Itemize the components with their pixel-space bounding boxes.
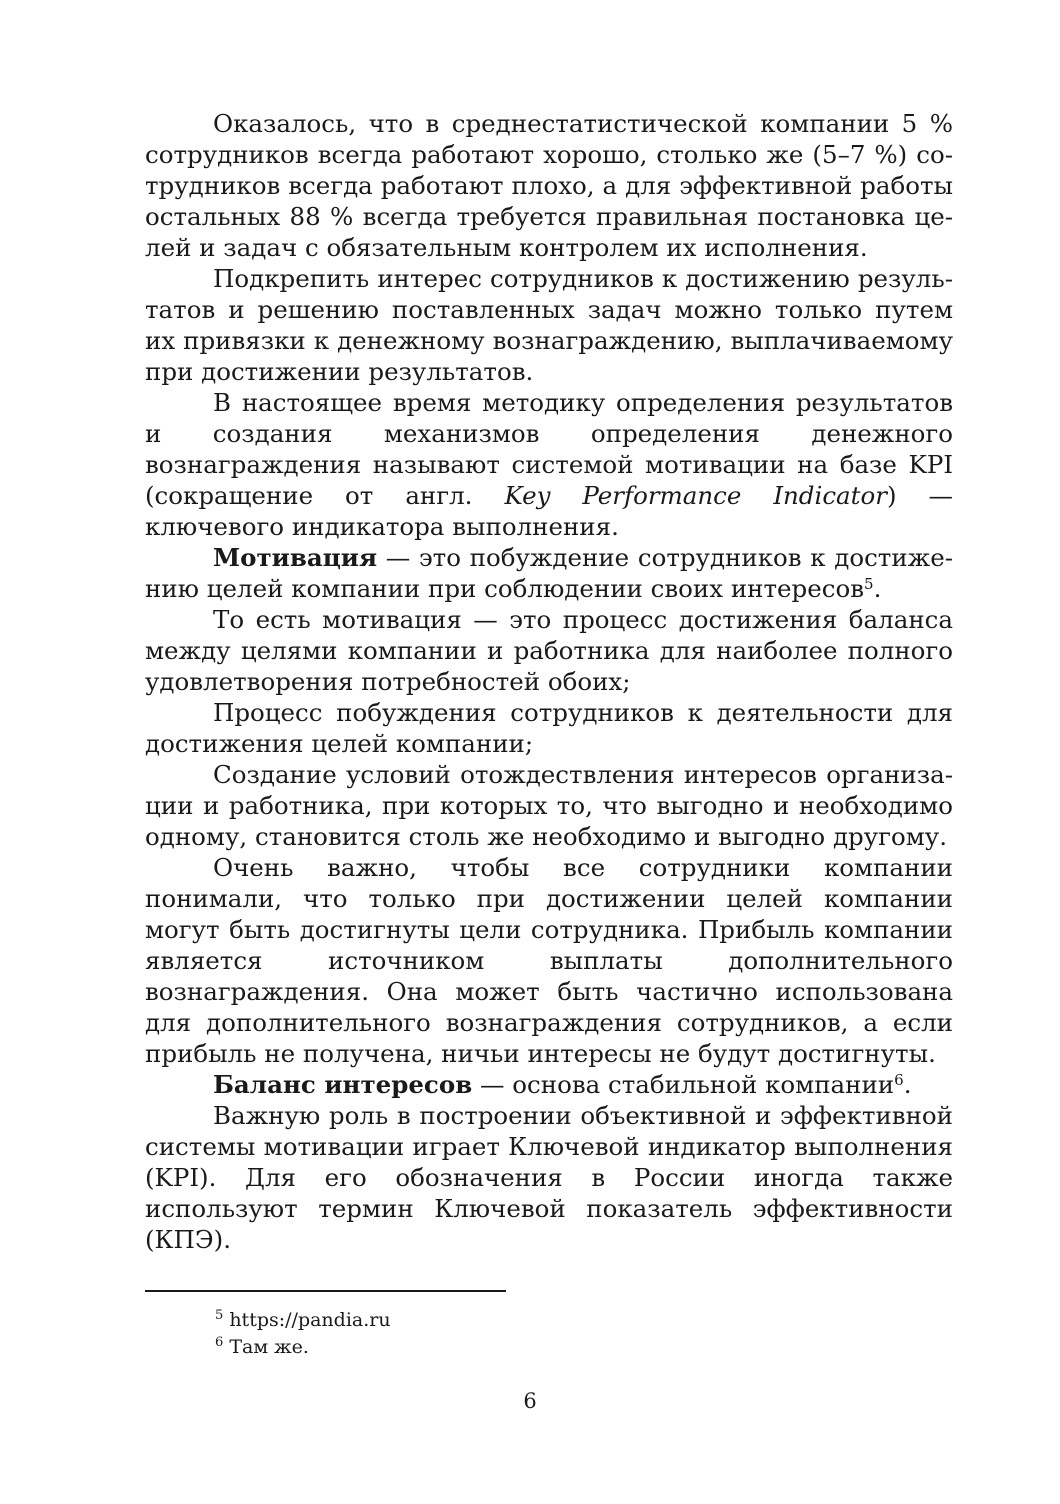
balance-text: — основа стабильной компании	[472, 1070, 895, 1099]
paragraph-interest: Подкрепить интерес сотрудников к достижению результатов и решению поставленных задач можно только путем их привязки к денежному вознаграждению, выплачиваемому при достижении результатов.	[145, 264, 953, 386]
footnote-number: 6	[215, 1335, 224, 1350]
paragraph-conditions: Создание условий отождествления интересов организации и работника, при которых то, что выгодно и необходимо одному, становится столь же необходимо и выгодно другому.	[145, 760, 953, 851]
kpi-term-italic: Key Performance Indicator	[504, 481, 887, 510]
paragraph-kpi-method	[145, 387, 953, 542]
kpi-text-after: ) — ключевого индикатора выполнения.	[145, 481, 954, 541]
motivation-end: .	[873, 574, 882, 603]
balance-end: .	[903, 1070, 912, 1099]
footnote-ref-5[interactable]: 5	[864, 575, 874, 593]
page-number: 6	[523, 1389, 537, 1413]
footnotes	[215, 1307, 955, 1361]
paragraph-profit: Очень важно, чтобы все сотрудники компании понимали, что только при достижении целей компании могут быть достигнуты цели сотрудника. Прибыль компании является источником выплаты дополнительного вознаграждения. Она может быть частично использована для дополнительного вознаграждения сотрудников, а если прибыль не получена, ничьи интересы не будут достигнуты.	[145, 853, 953, 1068]
term-motivation: Мотивация	[213, 543, 378, 572]
paragraph-incentive-process: Процесс побуждения сотрудников к деятельности для достижения целей компании;	[145, 698, 953, 758]
kpi-text-before: В настоящее время методику определения результатов и создания механизмов определения денежного вознаграждения называют системой мотивации на базе KPI (сокращение от англ.	[145, 388, 953, 510]
paragraph-kpi-role: Важную роль в построении объективной и эффективной системы мотивации играет Ключевой индикатор выполнения (KPI). Для его обозначения в России иногда также используют термин Ключевой показатель эффективности (КПЭ).	[145, 1101, 953, 1254]
footnote-ref-6[interactable]: 6	[894, 1071, 904, 1089]
paragraph-balance-definition	[145, 1069, 953, 1100]
footnote-divider	[145, 1290, 506, 1292]
footnote-text: Там же.	[223, 1336, 309, 1358]
page-body	[145, 108, 953, 1255]
footnote-text: https://pandia.ru	[223, 1309, 391, 1331]
term-balance: Баланс интересов	[213, 1070, 473, 1099]
paragraph-motivation-definition	[145, 542, 953, 604]
footnote-6	[215, 1334, 955, 1361]
paragraph-statistics: Оказалось, что в среднестатистической компании 5 % сотрудников всегда работают хорошо, столько же (5–7 %) сотрудников всегда работают плохо, а для эффективной работы остальных 88 % всегда требуется правильная постановка целей и задач с обязательным контролем их исполнения.	[145, 109, 953, 262]
footnote-number: 5	[215, 1308, 224, 1323]
paragraph-balance-process: То есть мотивация — это процесс достижения баланса между целями компании и работника для наиболее полного удовлетворения потребностей обоих;	[145, 605, 953, 696]
footnote-5	[215, 1307, 955, 1334]
motivation-text: — это побуждение сотрудников к достижению целей компании при соблюдении своих интересов	[145, 543, 953, 603]
